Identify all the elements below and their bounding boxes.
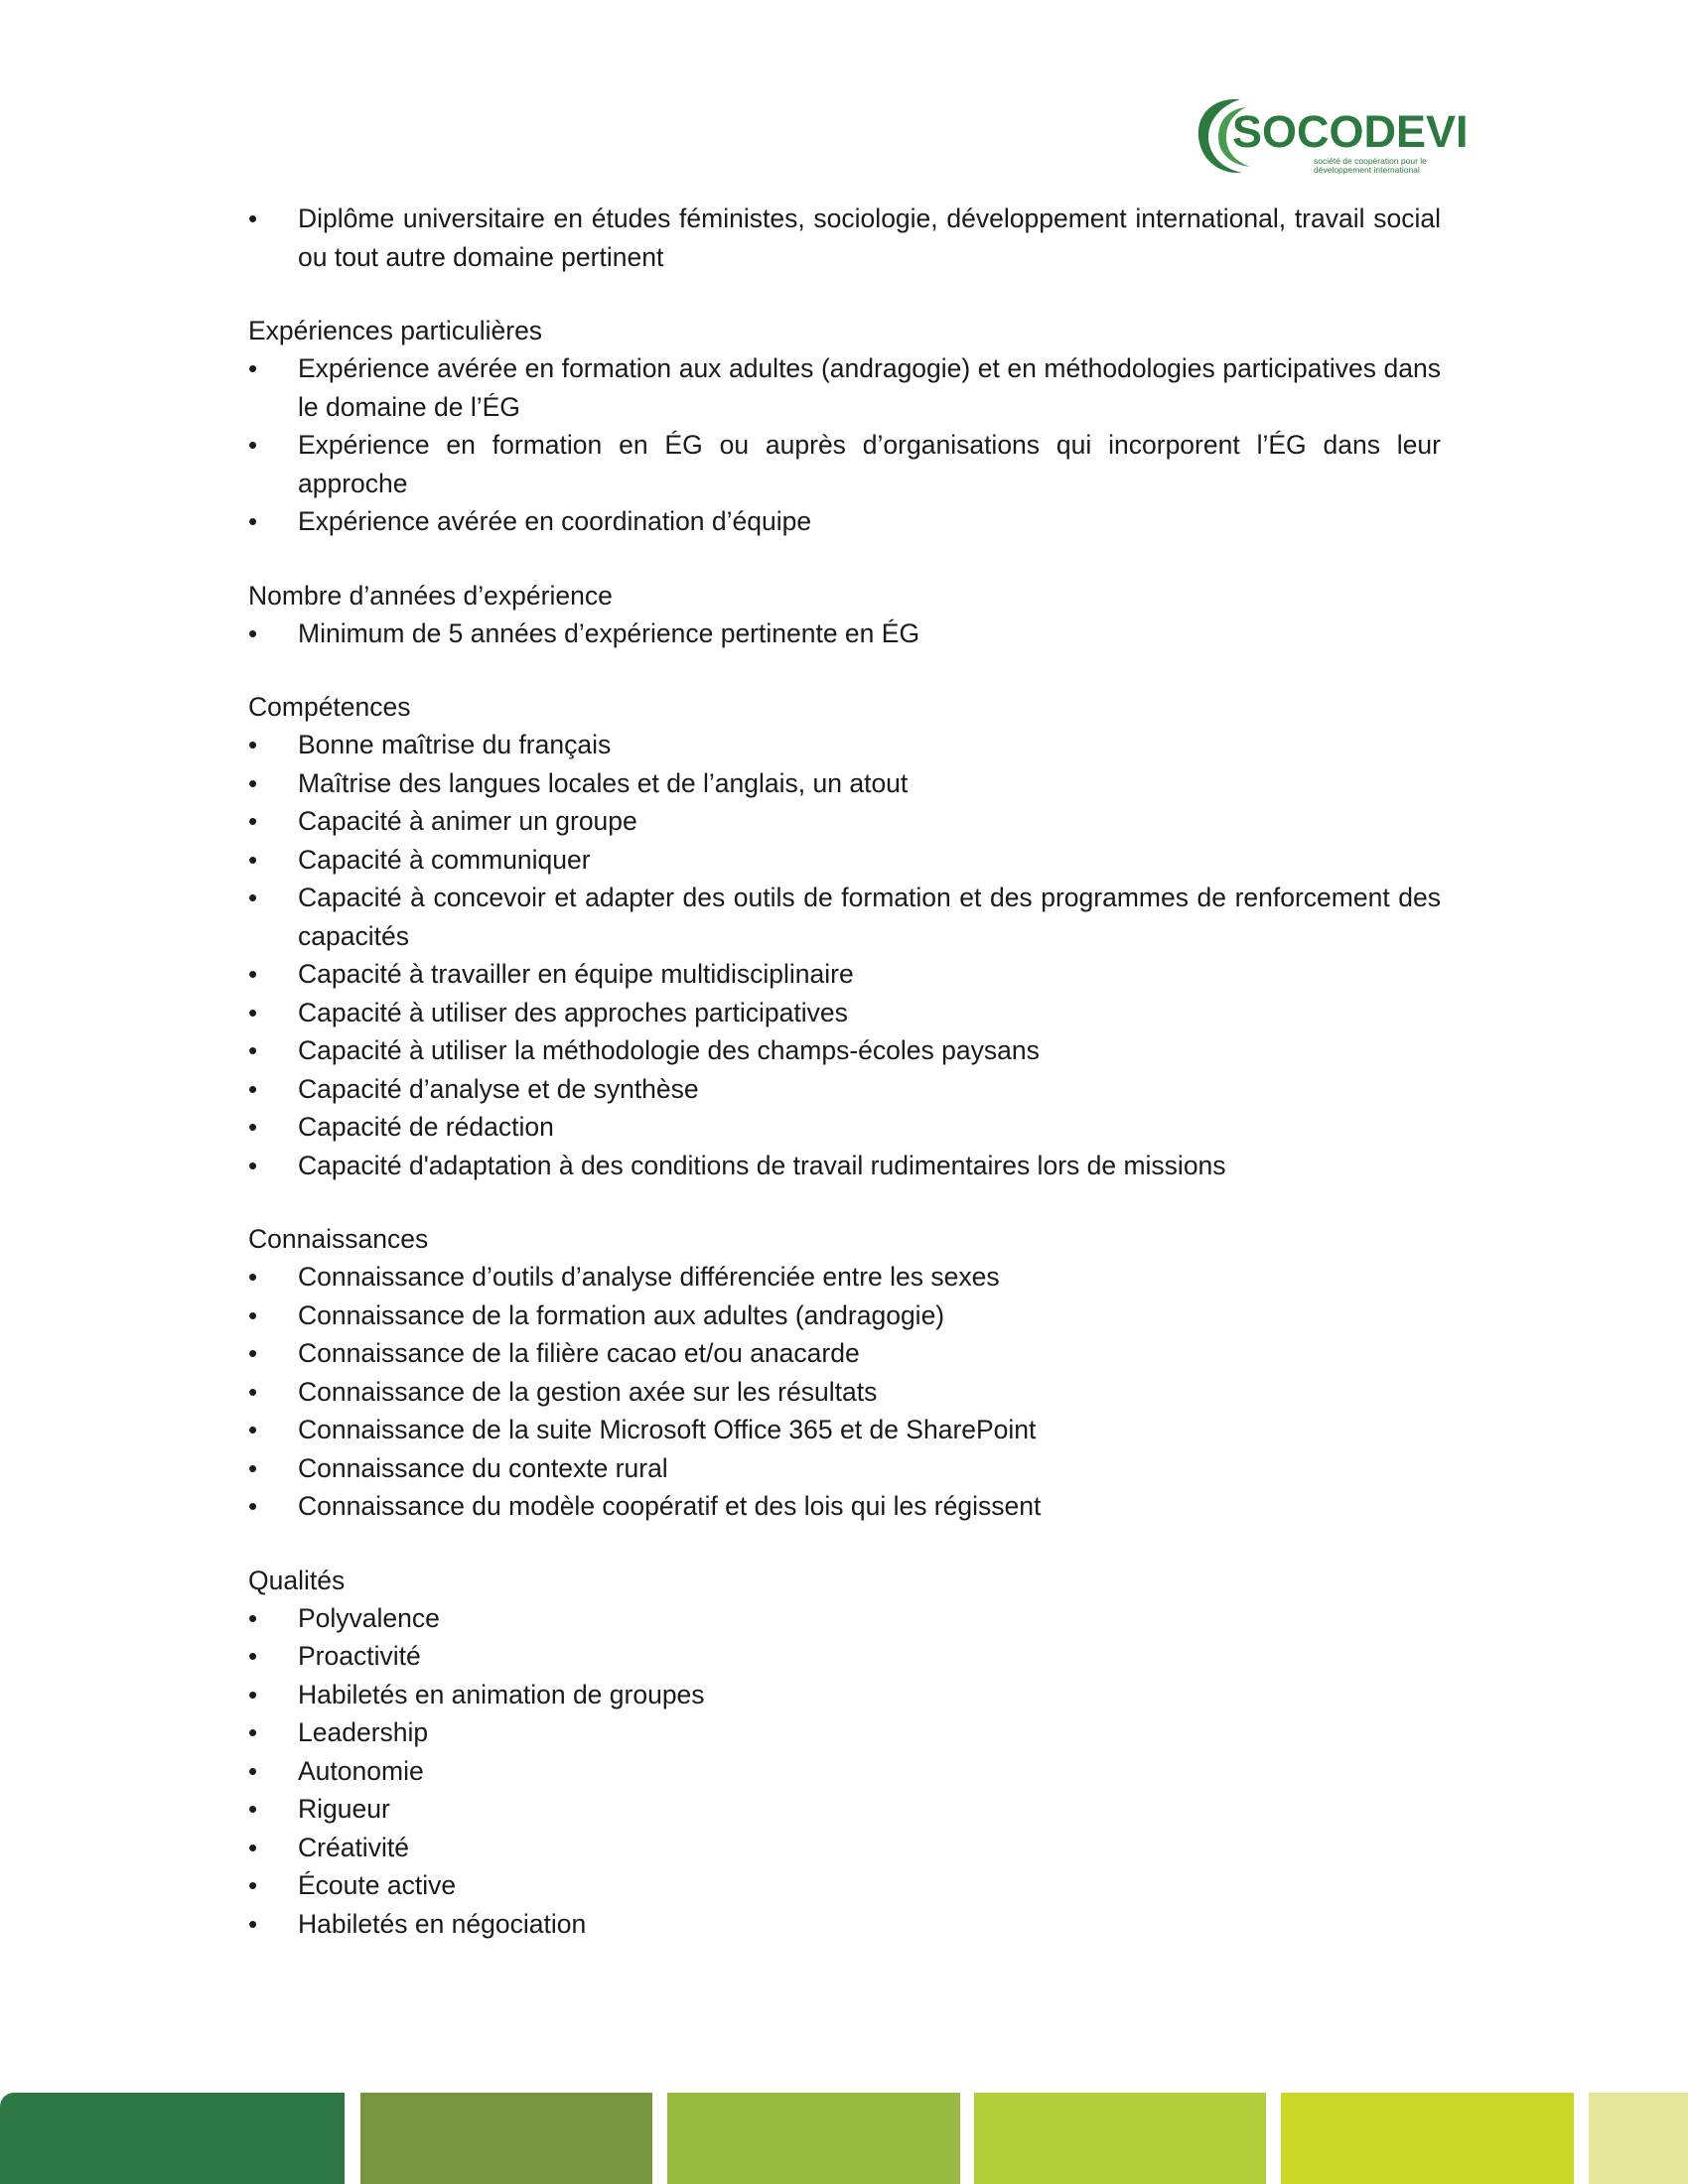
bullet-icon: • [248, 1755, 258, 1786]
bullet-icon: • [248, 1150, 258, 1180]
bullet-icon: • [248, 1376, 258, 1407]
section-list-experiences-particulieres [248, 349, 1441, 541]
list-item-text: Proactivité [298, 1641, 421, 1671]
bullet-icon: • [248, 1338, 258, 1368]
list-item-text: Diplôme universitaire en études féministes, sociologie, développement international, travail social ou tout autre domaine pertinent [298, 204, 1441, 272]
bullet-icon: • [248, 959, 258, 989]
list-item-text: Connaissance de la suite Microsoft Office 365 et de SharePoint [298, 1415, 1037, 1444]
document-body [248, 200, 1441, 1943]
list-item-text: Autonomie [298, 1755, 424, 1786]
list-item-text: Capacité à travailler en équipe multidisciplinaire [298, 959, 854, 989]
list-item-text: Capacité à utiliser la méthodologie des champs-écoles paysans [298, 1035, 1040, 1065]
bullet-icon: • [248, 430, 258, 460]
bullet-icon: • [248, 1602, 258, 1633]
list-item-text: Capacité à concevoir et adapter des outils de formation et des programmes de renforcement des capacités [298, 883, 1441, 951]
logo-tagline-line-2: développement international [1314, 165, 1420, 175]
list-item [248, 841, 1441, 880]
list-item [248, 726, 1441, 764]
logo-tagline-line-1: société de coopération pour le [1314, 156, 1427, 166]
list-item-text: Connaissance du modèle coopératif et des lois qui les régissent [298, 1491, 1042, 1521]
list-item [248, 1411, 1441, 1449]
list-item-text: Capacité de rédaction [298, 1112, 554, 1142]
bullet-icon: • [248, 1415, 258, 1444]
bullet-icon: • [248, 1073, 258, 1104]
section-spacer [248, 1526, 1441, 1562]
section-list-competences [248, 726, 1441, 1184]
bullet-icon: • [248, 1908, 258, 1939]
bullet-icon: • [248, 883, 258, 912]
section-heading-competences: Compétences [248, 692, 411, 722]
footer-bar-3 [667, 2093, 960, 2184]
list-item [248, 1070, 1441, 1109]
list-item [248, 1108, 1441, 1147]
bullet-icon: • [248, 997, 258, 1027]
list-item-text: Capacité à communiquer [298, 844, 591, 875]
logo-wordmark: SOCODEVI [1232, 106, 1469, 157]
list-item [248, 955, 1441, 994]
list-item [248, 1373, 1441, 1412]
section-spacer [248, 1184, 1441, 1220]
list-item-text: Expérience avérée en formation aux adultes (andragogie) et en méthodologies participatives dans le domaine de l’ÉG [298, 353, 1441, 422]
bullet-icon: • [248, 506, 258, 536]
bullet-icon: • [248, 353, 258, 383]
list-item [248, 1599, 1441, 1638]
list-item [248, 349, 1441, 426]
footer-bar-4 [974, 2093, 1266, 2184]
footer-bar-5 [1281, 2093, 1574, 2184]
bullet-icon: • [248, 1452, 258, 1483]
list-item [248, 1905, 1441, 1944]
list-item [248, 1258, 1441, 1297]
list-item-text: Polyvalence [298, 1602, 440, 1633]
list-item-text: Habiletés en négociation [298, 1908, 587, 1939]
footer-color-band [0, 2093, 1688, 2184]
list-item [248, 1713, 1441, 1752]
list-item-text: Connaissance de la filière cacao et/ou anacarde [298, 1338, 860, 1368]
list-item [248, 1449, 1441, 1488]
list-item-text: Connaissance d’outils d’analyse différenciée entre les sexes [298, 1262, 1000, 1292]
footer-bar-6 [1589, 2093, 1688, 2184]
section-spacer [248, 541, 1441, 577]
list-item [248, 1637, 1441, 1676]
bullet-icon: • [248, 806, 258, 836]
list-item [248, 1297, 1441, 1335]
list-item-text: Connaissance du contexte rural [298, 1452, 668, 1483]
bullet-icon: • [248, 204, 258, 233]
list-item [248, 994, 1441, 1032]
list-item [248, 1790, 1441, 1829]
bullet-icon: • [248, 1491, 258, 1521]
bullet-icon: • [248, 1870, 258, 1900]
list-item-text: Capacité d'adaptation à des conditions de travail rudimentaires lors de missions [298, 1150, 1226, 1180]
list-item-text: Bonne maîtrise du français [298, 730, 612, 759]
list-item-text: Écoute active [298, 1870, 457, 1900]
list-item [248, 802, 1441, 841]
bullet-icon: • [248, 1112, 258, 1142]
list-item-text: Capacité à animer un groupe [298, 806, 637, 836]
list-item-text: Créativité [298, 1832, 409, 1862]
list-item [248, 764, 1441, 803]
list-item-text: Connaissance de la gestion axée sur les résultats [298, 1376, 878, 1407]
list-item [248, 1334, 1441, 1373]
list-item [248, 1487, 1441, 1526]
list-item-text: Leadership [298, 1717, 429, 1747]
list-item [248, 1147, 1441, 1185]
section-list-qualites [248, 1599, 1441, 1944]
bullet-icon: • [248, 1641, 258, 1671]
list-item-text: Minimum de 5 années d’expérience pertinente en ÉG [298, 617, 920, 648]
list-item-text: Expérience en formation en ÉG ou auprès d’organisations qui incorporent l’ÉG dans leur approche [298, 430, 1441, 498]
list-item-text: Maîtrise des langues locales et de l’anglais, un atout [298, 767, 909, 798]
section-list-connaissances [248, 1258, 1441, 1526]
list-item [248, 1829, 1441, 1867]
socodevi-logo [1196, 95, 1469, 177]
list-item-text: Habiletés en animation de groupes [298, 1679, 705, 1709]
section-spacer [248, 276, 1441, 312]
bullet-icon: • [248, 1794, 258, 1824]
bullet-icon: • [248, 1299, 258, 1330]
list-item [248, 614, 1441, 653]
bullet-icon: • [248, 767, 258, 798]
list-item-text: Capacité à utiliser des approches participatives [298, 997, 848, 1027]
footer-bar-1 [0, 2093, 345, 2184]
section-heading-experiences-particulieres: Expériences particulières [248, 316, 543, 345]
list-item [248, 879, 1441, 955]
list-item-text: Connaissance de la formation aux adultes (andragogie) [298, 1299, 945, 1330]
bullet-icon: • [248, 1832, 258, 1862]
bullet-icon: • [248, 1717, 258, 1747]
footer-bar-2 [360, 2093, 652, 2184]
list-item [248, 200, 1441, 276]
bullet-icon: • [248, 844, 258, 875]
list-item-text: Expérience avérée en coordination d’équipe [298, 506, 812, 536]
bullet-icon: • [248, 730, 258, 759]
bullet-icon: • [248, 1679, 258, 1709]
list-item [248, 426, 1441, 502]
section-heading-connaissances: Connaissances [248, 1224, 429, 1254]
section-heading-qualites: Qualités [248, 1565, 346, 1595]
list-item-text: Capacité d’analyse et de synthèse [298, 1073, 699, 1104]
section-heading-nombre-d-annees-d-experience: Nombre d’années d’expérience [248, 580, 613, 611]
bullet-icon: • [248, 1262, 258, 1292]
section-list-nombre-d-annees-d-experience [248, 614, 1441, 653]
bullet-icon: • [248, 617, 258, 648]
list-item [248, 1676, 1441, 1714]
list-item [248, 502, 1441, 541]
list-item [248, 1866, 1441, 1905]
list-item [248, 1752, 1441, 1791]
bullet-icon: • [248, 1035, 258, 1065]
intro-list [248, 200, 1441, 276]
list-item [248, 1031, 1441, 1070]
section-spacer [248, 652, 1441, 688]
list-item-text: Rigueur [298, 1794, 390, 1824]
